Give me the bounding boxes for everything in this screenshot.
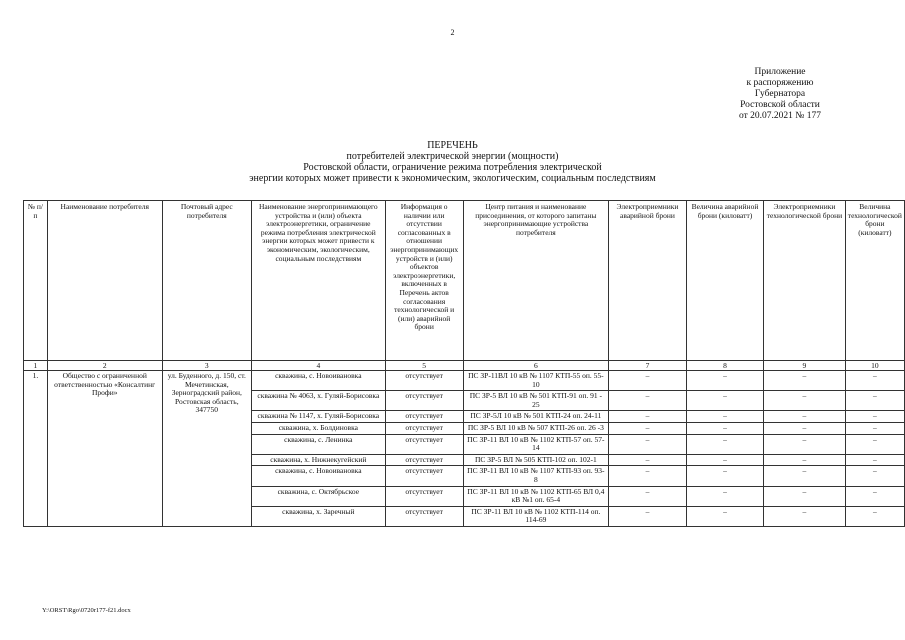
appendix-line: Ростовской области (740, 100, 820, 110)
title-line: энергии которых может привести к экономическим, экологическим, социальным последствиям (249, 173, 656, 184)
dash-cell: – (609, 434, 687, 454)
device-cell: скважина, с. Октябрьское (251, 486, 385, 506)
center-cell: ПС ЗР-11 ВЛ 10 кВ № 1107 КТП-93 оп. 93-8 (463, 466, 609, 486)
dash-cell: – (609, 371, 687, 391)
device-cell: скважина № 4063, х. Гуляй-Борисовка (251, 391, 385, 411)
column-number: 9 (764, 361, 846, 371)
dash-cell: – (609, 506, 687, 526)
dash-cell: – (686, 422, 763, 434)
dash-cell: – (609, 454, 687, 466)
dash-cell: – (609, 411, 687, 423)
dash-cell: – (609, 422, 687, 434)
dash-cell: – (686, 466, 763, 486)
page-number: 2 (450, 28, 455, 37)
header-cell: Центр питания и наименование присоединения, от которого запитаны энергопринимающие устройства потребителя (463, 201, 609, 361)
dash-cell: – (686, 371, 763, 391)
header-cell: Величина аварийной брони (киловатт) (686, 201, 763, 361)
column-number: 1 (24, 361, 48, 371)
dash-cell: – (609, 486, 687, 506)
column-number: 5 (385, 361, 463, 371)
header-cell: Информация о наличии или отсутствии согласованных в отношении энергопринимающих устройств и (или) объектов электроэнергетики, включенных в Перечень актов согласования технологической и (или) аварийной брони (385, 201, 463, 361)
title-line: потребителей электрической энергии (мощности) (346, 151, 559, 162)
dash-cell: – (764, 466, 846, 486)
column-number: 7 (609, 361, 687, 371)
center-cell: ПС ЗР-5 ВЛ 10 кВ № 507 КТП-26 оп. 26 -3 (463, 422, 609, 434)
header-cell: № п/п (24, 201, 48, 361)
appendix-line: от 20.07.2021 № 177 (739, 111, 821, 121)
header-cell: Величина технологической брони (киловатт) (845, 201, 904, 361)
dash-cell: – (764, 422, 846, 434)
info-cell: отсутствует (385, 454, 463, 466)
info-cell: отсутствует (385, 466, 463, 486)
center-cell: ПС ЗР-5 ВЛ 10 кВ № 501 КТП-91 оп. 91 - 25 (463, 391, 609, 411)
dash-cell: – (845, 486, 904, 506)
dash-cell: – (764, 454, 846, 466)
dash-cell: – (845, 434, 904, 454)
center-cell: ПС ЗР-11ВЛ 10 кВ № 1107 КТП-55 оп. 55-10 (463, 371, 609, 391)
file-path-footer: Y:\ORST\Rgo\0720r177-f21.docx (42, 607, 131, 614)
center-cell: ПС ЗР-11 ВЛ 10 кВ № 1102 КТП-114 оп. 114-69 (463, 506, 609, 526)
appendix-line: к распоряжению (746, 78, 814, 88)
consumer-number: 1. (24, 371, 48, 527)
dash-cell: – (686, 391, 763, 411)
device-cell: скважина, с. Ленинка (251, 434, 385, 454)
dash-cell: – (764, 391, 846, 411)
dash-cell: – (845, 391, 904, 411)
center-cell: ПС ЗР-5 ВЛ № 505 КТП-102 оп. 102-1 (463, 454, 609, 466)
dash-cell: – (764, 411, 846, 423)
info-cell: отсутствует (385, 486, 463, 506)
dash-cell: – (609, 391, 687, 411)
dash-cell: – (686, 486, 763, 506)
appendix-block (739, 67, 821, 122)
dash-cell: – (845, 411, 904, 423)
header-row (24, 201, 905, 361)
table-row (24, 371, 905, 391)
dash-cell: – (845, 422, 904, 434)
info-cell: отсутствует (385, 411, 463, 423)
column-number: 2 (47, 361, 162, 371)
device-cell: скважина, с. Новоивановка (251, 466, 385, 486)
column-number: 8 (686, 361, 763, 371)
info-cell: отсутствует (385, 422, 463, 434)
consumer-address: ул. Буденного, д. 150, ст. Мечетинская, Зерноградский район, Ростовская область, 347750 (162, 371, 251, 527)
header-cell: Электроприемники технологической брони (764, 201, 846, 361)
info-cell: отсутствует (385, 371, 463, 391)
column-number: 3 (162, 361, 251, 371)
header-cell: Наименование энергопринимающего устройства и (или) объекта электроэнергетики, ограничение режима потребления электрической энергии которых может привести к экономическим, экологическим, социальным последствиям (251, 201, 385, 361)
header-cell: Почтовый адрес потребителя (162, 201, 251, 361)
dash-cell: – (686, 454, 763, 466)
center-cell: ПС ЗР-5Л 10 кВ № 501 КТП-24 оп. 24-11 (463, 411, 609, 423)
appendix-line: Приложение (754, 67, 806, 77)
title-heading: ПЕРЕЧЕНЬ (427, 140, 478, 151)
column-number: 6 (463, 361, 609, 371)
info-cell: отсутствует (385, 506, 463, 526)
device-cell: скважина, х. Болдиновка (251, 422, 385, 434)
dash-cell: – (845, 506, 904, 526)
dash-cell: – (764, 371, 846, 391)
dash-cell: – (845, 371, 904, 391)
consumers-table (23, 200, 905, 527)
dash-cell: – (764, 506, 846, 526)
dash-cell: – (686, 434, 763, 454)
column-number: 10 (845, 361, 904, 371)
device-cell: скважина, с. Новоивановка (251, 371, 385, 391)
device-cell: скважина, х. Заречный (251, 506, 385, 526)
dash-cell: – (686, 506, 763, 526)
dash-cell: – (764, 434, 846, 454)
dash-cell: – (764, 486, 846, 506)
dash-cell: – (686, 411, 763, 423)
info-cell: отсутствует (385, 391, 463, 411)
center-cell: ПС ЗР-11 ВЛ 10 кВ № 1102 КТП-65 ВЛ 0,4 кВ №1 оп. 65-4 (463, 486, 609, 506)
title-line: Ростовской области, ограничение режима потребления электрической (303, 162, 602, 173)
document-title (0, 140, 905, 184)
column-numbers-row (24, 361, 905, 371)
column-number: 4 (251, 361, 385, 371)
header-cell: Наименование потребителя (47, 201, 162, 361)
dash-cell: – (845, 454, 904, 466)
device-cell: скважина № 1147, х. Гуляй-Борисовка (251, 411, 385, 423)
header-cell: Электроприемники аварийной брони (609, 201, 687, 361)
consumer-name: Общество с ограниченной ответственностью «Консалтинг Профи» (47, 371, 162, 527)
appendix-line: Губернатора (754, 89, 806, 99)
device-cell: скважина, х. Нижнекугейский (251, 454, 385, 466)
dash-cell: – (609, 466, 687, 486)
info-cell: отсутствует (385, 434, 463, 454)
center-cell: ПС ЗР-11 ВЛ 10 кВ № 1102 КТП-57 оп. 57-14 (463, 434, 609, 454)
dash-cell: – (845, 466, 904, 486)
